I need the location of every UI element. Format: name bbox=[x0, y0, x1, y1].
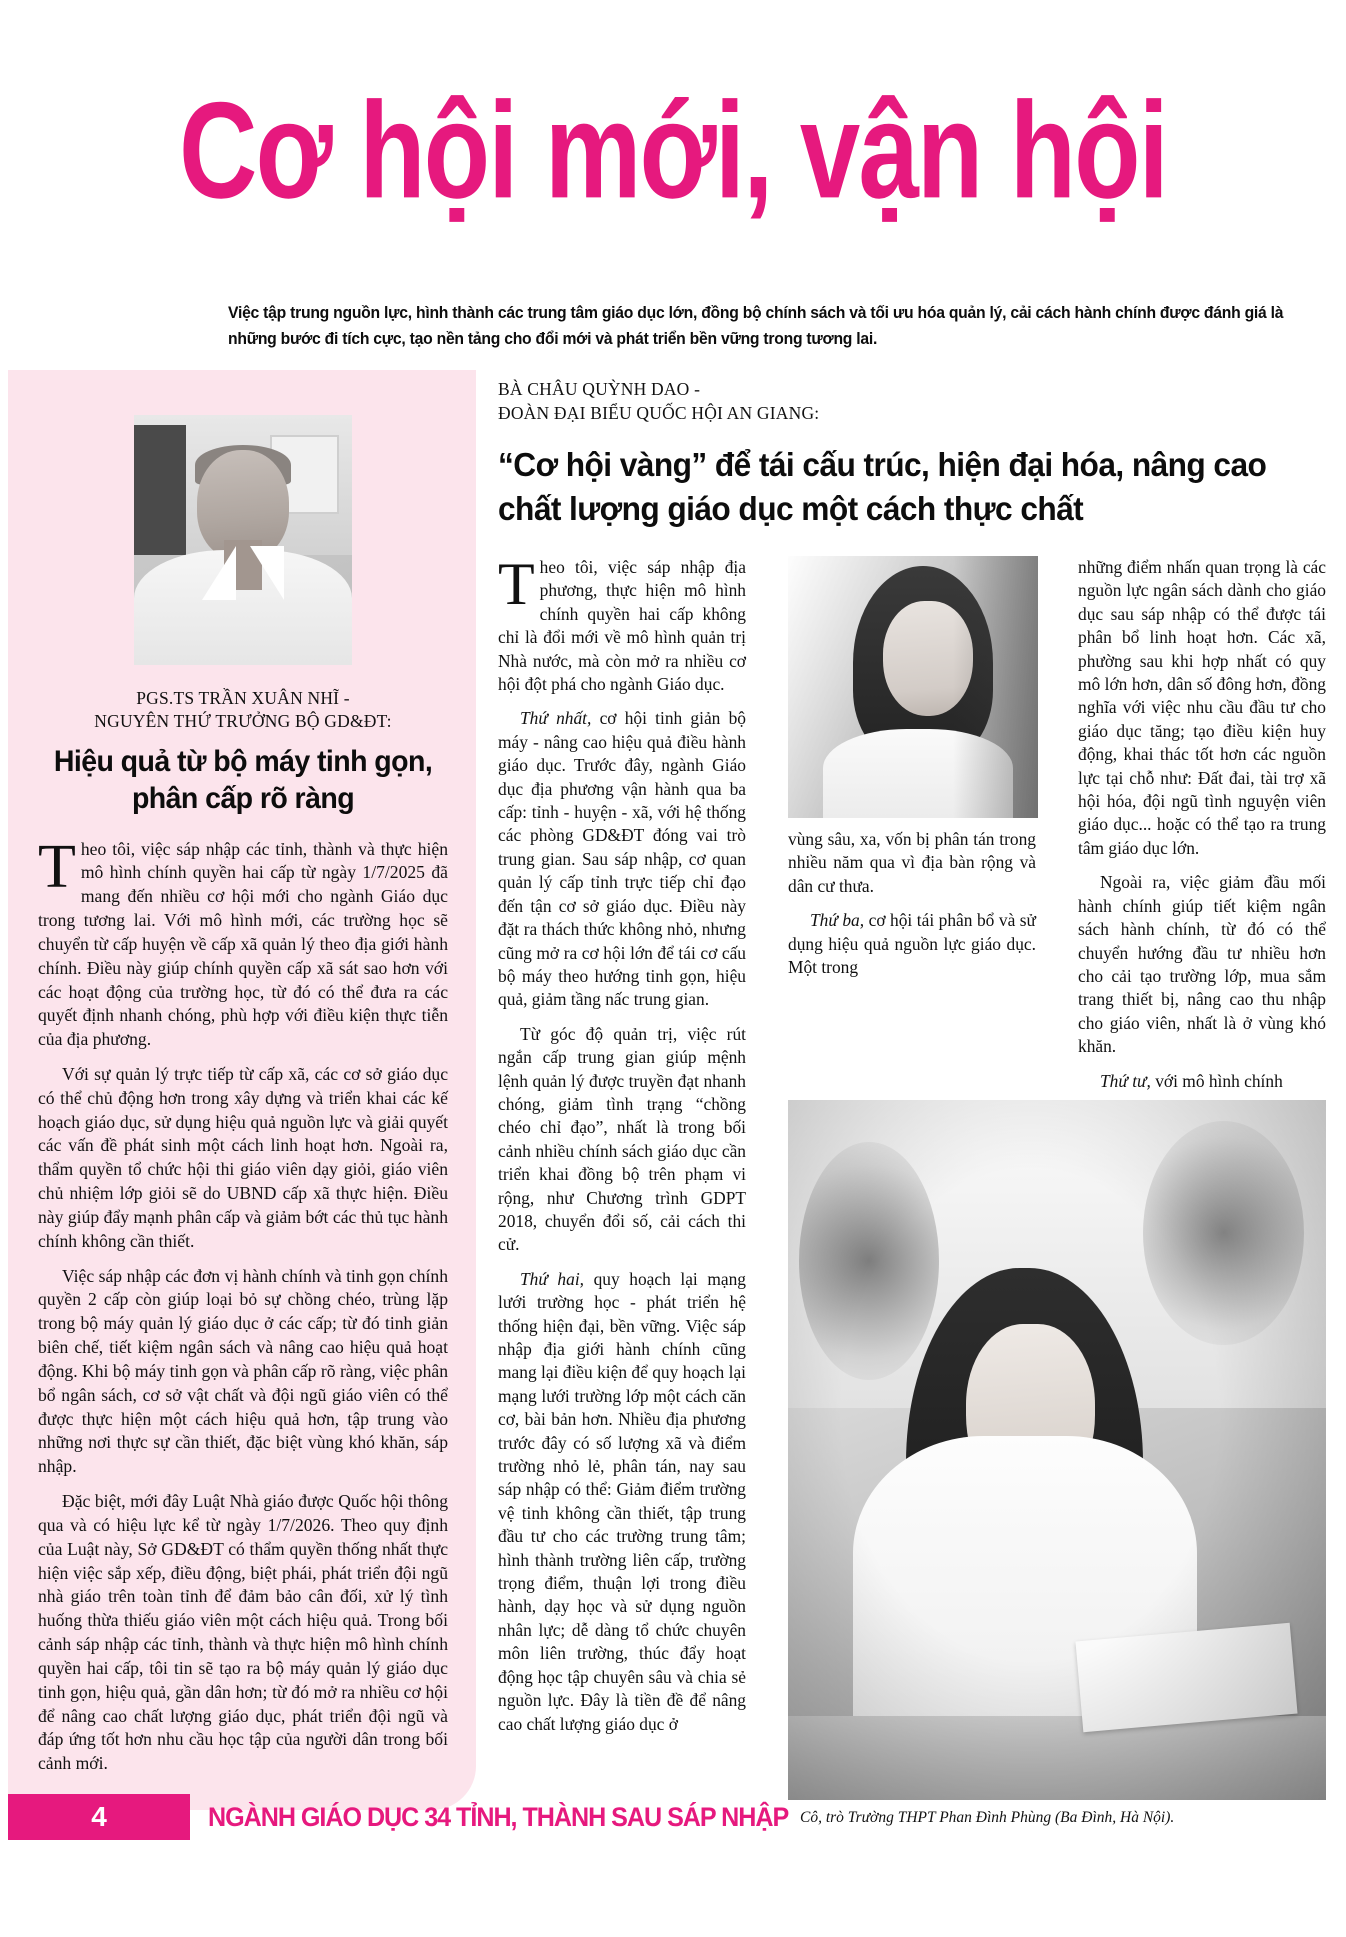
sidebar-headline-line1: Hiệu quả từ bộ máy tinh gọn, bbox=[53, 744, 433, 778]
article-paragraph bbox=[498, 707, 746, 1011]
article-paragraph bbox=[788, 909, 1036, 979]
article-kicker bbox=[498, 378, 1326, 425]
article-column-4 bbox=[1078, 556, 1326, 1104]
paragraph-text: cơ hội tái phân bổ và sử dụng hiệu quả nguồn lực giáo dục. Một trong bbox=[788, 910, 1036, 978]
photo-caption: Cô, trò Trường THPT Phan Đình Phùng (Ba Đình, Hà Nội). bbox=[800, 1809, 1175, 1826]
article-paragraph: Ngoài ra, việc giảm đầu mối hành chính giúp tiết kiệm ngân sách hành chính, từ đó có thể chuyển hướng đầu tư nhiều hơn cho cải tạo trường lớp, mua sắm trang thiết bị, nâng cao thu nhập cho giáo viên, nhất là ở vùng khó khăn. bbox=[1078, 872, 1326, 1057]
article-header bbox=[498, 378, 1326, 531]
sidebar-kicker-line2: NGUYÊN THỨ TRƯỞNG BỘ GD&ĐT: bbox=[94, 711, 392, 732]
deck-standfirst: Việc tập trung nguồn lực, hình thành các trung tâm giáo dục lớn, đồng bộ chính sách và tối ưu hóa quản lý, cải cách hành chính được đánh giá là những bước đi tích cực, tạo nền tảng cho đổi mới và phát triển bền vững trong tương lai. bbox=[228, 304, 1284, 349]
article-paragraph: vùng sâu, xa, vốn bị phân tán trong nhiều năm qua vì địa bàn rộng và dân cư thưa. bbox=[788, 829, 1036, 896]
portrait-collar-right bbox=[250, 546, 284, 600]
page-footer bbox=[0, 1794, 1346, 1840]
sidebar-paragraph: Theo tôi, việc sáp nhập các tỉnh, thành và thực hiện mô hình chính quyền hai cấp từ ngày 1/7/2025 đã mang đến nhiều cơ hội mới cho ngành Giáo dục trong tương lai. Với mô hình mới, các trường học sẽ chuyển từ cấp huyện về cấp xã quản lý theo địa giới hành chính. Điều này giúp chính quyền cấp xã sát sao hơn với các hoạt động của trường học, từ đó có thể đưa ra các quyết định nhanh chóng, phù hợp với điều kiện thực tiễn của địa phương. bbox=[38, 832, 448, 1050]
masthead bbox=[0, 74, 1346, 228]
sidebar-paragraph: Đặc biệt, mới đây Luật Nhà giáo được Quốc hội thông qua và có hiệu lực kể từ ngày 1/7/2026. Theo quy định của Luật này, Sở GD&ĐT có thẩm quyền thống nhất thực hiện việc sắp xếp, điều động, biệt phái, phát triển đội ngũ nhà giáo trên toàn tỉnh để đảm bảo cân đối, xử lý tình huống thừa thiếu giáo viên một cách hiệu quả. Trong bối cảnh sáp nhập các tỉnh, thành và thực hiện mô hình chính quyền hai cấp, tôi tin sẽ tạo ra bộ máy quản lý giáo dục tinh gọn, hiệu quả, gần dân hơn; từ đó mở ra nhiều cơ hội để nâng cao chất lượng giáo dục, phát triển đội ngũ và đáp ứng tốt hơn nhu cầu học tập của người dân trong bối cảnh mới. bbox=[38, 1491, 448, 1774]
article-headline-line1: “Cơ hội vàng” để tái cấu trúc, hiện đại hóa, nâng cao bbox=[498, 446, 1267, 484]
article-headline bbox=[498, 443, 1293, 531]
article-paragraph bbox=[498, 1268, 746, 1736]
sidebar-paragraph: Với sự quản lý trực tiếp từ cấp xã, các cơ sở giáo dục có thể chủ động hơn trong xây dựng và triển khai các kế hoạch giáo dục, sử dụng hiệu quả nguồn lực và giải quyết các vấn đề phát sinh một cách linh hoạt hơn. Ngoài ra, thẩm quyền tổ chức hội thi giáo viên dạy giỏi, giáo viên chủ nhiệm lớp giỏi sẽ do UBND cấp xã thực hiện. Điều này giúp đẩy mạnh phân cấp và giảm bớt các thủ tục hành chính không cần thiết. bbox=[38, 1063, 448, 1251]
photo-chau-quynh-dao bbox=[788, 556, 1038, 818]
sidebar-headline-line2: phân cấp rõ ràng bbox=[131, 782, 355, 816]
article-paragraph: những điểm nhấn quan trọng là các nguồn lực ngân sách dành cho giáo dục sau sáp nhập có thể được tái phân bổ linh hoạt hơn. Các xã, phường sau khi hợp nhất có quy mô lớn hơn, dân số đông hơn, đồng nghĩa với việc nhu cầu đầu tư cho giáo dục tăng; tạo điều kiện huy động, khai thác tốt hơn các nguồn lực tại chỗ như: Đất đai, tài trợ xã hội hóa, đội ngũ tình nguyện viên giáo dục... hoặc có thể tạo ra trung tâm giáo dục lớn. bbox=[1078, 557, 1326, 858]
paragraph-text: quy hoạch lại mạng lưới trường học - phát triển hệ thống hiện đại, bền vững. Việc sáp nhập địa giới hành chính cũng mang lại điều kiện để quy hoạch lại mạng lưới trường lớp một cách căn cơ, bài bản hơn. Nhiều địa phương trước đây có số lượng xã và điểm trường nhỏ lẻ, phân tán, nay sau sáp nhập có thể: Giảm điểm trường vệ tinh không cần thiết, tập trung đầu tư cho các trường trung tâm; hình thành trường liên cấp, trường trọng điểm, thuận lợi trong điều hành, dạy học và sử dụng nguồn nhân lực; dễ dàng tổ chức chuyên môn liên trường, thúc đẩy hoạt động học tập chuyên sâu và chia sẻ nguồn lực. Đây là tiền đề để nâng cao chất lượng giáo dục ở bbox=[498, 1268, 746, 1734]
portrait-collar-left bbox=[202, 546, 236, 600]
sidebar-panel bbox=[8, 370, 476, 1810]
sidebar-kicker-line1: PGS.TS TRẦN XUÂN NHĨ - bbox=[136, 688, 350, 708]
photo-shadow bbox=[953, 556, 1038, 818]
article-kicker-line1: BÀ CHÂU QUỲNH DAO - bbox=[498, 379, 701, 399]
footer-section-title: NGÀNH GIÁO DỤC 34 TỈNH, THÀNH SAU SÁP NHẬP bbox=[208, 1802, 789, 1832]
paragraph-text: với mô hình chính bbox=[1150, 1070, 1283, 1091]
article-headline-line2: chất lượng giáo dục một cách thực chất bbox=[498, 490, 1084, 528]
paragraph-lead-in: Thứ nhất, bbox=[520, 708, 592, 729]
article-kicker-line2: ĐOÀN ĐẠI BIỂU QUỐC HỘI AN GIANG: bbox=[498, 402, 820, 423]
paragraph-lead-in: Thứ tư, bbox=[1100, 1070, 1151, 1091]
paragraph-lead-in: Thứ ba, bbox=[810, 910, 865, 931]
article-column-2 bbox=[498, 551, 746, 1747]
sidebar-content bbox=[38, 370, 448, 1787]
article-paragraph bbox=[1078, 1070, 1326, 1093]
sidebar-kicker bbox=[38, 687, 448, 734]
sidebar-body-text bbox=[38, 832, 448, 1776]
portrait-background-dark bbox=[134, 425, 186, 555]
portrait-photo-tran-xuan-nhi bbox=[134, 415, 352, 665]
sidebar-paragraph: Việc sáp nhập các đơn vị hành chính và tinh gọn chính quyền 2 cấp còn giúp loại bỏ sự chồng chéo, trùng lặp trong bộ máy quản lý giáo dục ở các cấp; từ đó tinh giản biên chế, tiết kiệm ngân sách và nâng cao hiệu quả hoạt động. Khi bộ máy tinh gọn và phân cấp rõ ràng, việc phân bổ ngân sách, cơ sở vật chất và đội ngũ giáo viên có thể được thực hiện một cách hiệu quả hơn, tập trung vào những nơi thực sự cần thiết, đặc biệt vùng khó khăn, sáp nhập. bbox=[38, 1265, 448, 1477]
page-title: Cơ hội mới, vận hội bbox=[179, 74, 1167, 228]
photo-classroom bbox=[788, 1100, 1326, 1800]
article-paragraph: Theo tôi, việc sáp nhập địa phương, thực hiện mô hình chính quyền hai cấp không chỉ là đổi mới về mô hình quản trị Nhà nước, mà còn mở ra nhiều cơ hội đột phá cho ngành Giáo dục. bbox=[498, 551, 746, 695]
page-number-badge: 4 bbox=[8, 1794, 190, 1840]
sidebar-headline bbox=[48, 743, 438, 818]
paragraph-lead-in: Thứ hai, bbox=[520, 1268, 585, 1289]
paragraph-text: cơ hội tinh giản bộ máy - nâng cao hiệu quả điều hành giáo dục. Trước đây, ngành Giáo dục địa phương vận hành qua ba cấp: tỉnh - huyện - xã, với hệ thống các phòng GD&ĐT đóng vai trò trung gian. Sau sáp nhập, cơ quan quản lý cấp tỉnh trực tiếp chỉ đạo đến tận cơ sở giáo dục. Điều này đặt ra thách thức không nhỏ, nhưng cũng mở ra cơ hội lớn để tái cơ cấu bộ máy theo hướng tinh gọn, hiệu quả, giảm tầng nấc trung gian. bbox=[498, 708, 746, 1010]
photo-vignette bbox=[788, 1100, 1326, 1800]
article-paragraph: Từ góc độ quản trị, việc rút ngắn cấp trung gian giúp mệnh lệnh quản lý được truyền đạt nhanh chóng, giảm tình trạng “chồng chéo chỉ đạo”, nhất là trong bối cảnh nhiều chính sách giáo dục cần triển khai đồng bộ trên phạm vi rộng, như Chương trình GDPT 2018, chuyển đổi số, cải cách thi cử. bbox=[498, 1023, 746, 1255]
